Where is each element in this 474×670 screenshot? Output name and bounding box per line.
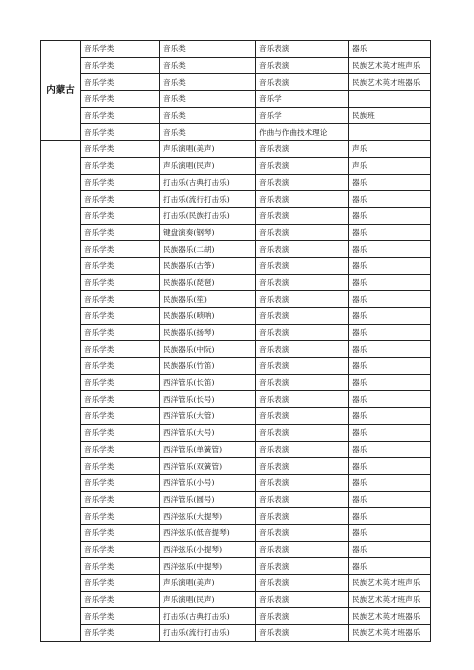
major-cell: 音乐表演 — [256, 541, 349, 558]
major-cell: 音乐表演 — [256, 74, 349, 91]
category-cell: 音乐学类 — [81, 107, 160, 124]
table-body — [41, 41, 431, 642]
subject-cell: 打击乐(古典打击乐) — [160, 174, 256, 191]
table-row — [41, 408, 431, 425]
direction-cell: 器乐 — [349, 241, 431, 258]
direction-cell — [349, 91, 431, 108]
major-cell: 音乐表演 — [256, 625, 349, 642]
category-cell: 音乐学类 — [81, 74, 160, 91]
direction-cell: 器乐 — [349, 491, 431, 508]
subject-cell: 西洋管乐(小号) — [160, 474, 256, 491]
major-cell: 音乐表演 — [256, 441, 349, 458]
table-row — [41, 358, 431, 375]
subject-cell: 民族器乐(古筝) — [160, 257, 256, 274]
category-cell: 音乐学类 — [81, 224, 160, 241]
category-cell: 音乐学类 — [81, 391, 160, 408]
category-cell: 音乐学类 — [81, 558, 160, 575]
direction-cell: 器乐 — [349, 474, 431, 491]
subject-cell: 西洋管乐(单簧管) — [160, 441, 256, 458]
direction-cell: 器乐 — [349, 341, 431, 358]
table-row — [41, 508, 431, 525]
direction-cell: 民族艺术英才班器乐 — [349, 74, 431, 91]
subject-cell: 西洋弦乐(中提琴) — [160, 558, 256, 575]
direction-cell: 器乐 — [349, 174, 431, 191]
subject-cell: 声乐演唱(美声) — [160, 575, 256, 592]
subject-cell: 打击乐(流行打击乐) — [160, 191, 256, 208]
table-row — [41, 491, 431, 508]
direction-cell: 器乐 — [349, 358, 431, 375]
major-cell: 音乐表演 — [256, 308, 349, 325]
major-cell: 音乐表演 — [256, 191, 349, 208]
subject-cell: 键盘演奏(钢琴) — [160, 224, 256, 241]
category-cell: 音乐学类 — [81, 141, 160, 158]
major-cell: 音乐表演 — [256, 408, 349, 425]
direction-cell: 民族艺术英才班声乐 — [349, 57, 431, 74]
major-cell: 音乐表演 — [256, 524, 349, 541]
direction-cell: 器乐 — [349, 291, 431, 308]
category-cell: 音乐学类 — [81, 491, 160, 508]
subject-cell: 打击乐(古典打击乐) — [160, 608, 256, 625]
table-row — [41, 341, 431, 358]
direction-cell: 器乐 — [349, 508, 431, 525]
subject-cell: 民族器乐(扬琴) — [160, 324, 256, 341]
category-cell: 音乐学类 — [81, 474, 160, 491]
subject-cell: 民族器乐(唢呐) — [160, 308, 256, 325]
major-cell: 音乐表演 — [256, 291, 349, 308]
category-cell: 音乐学类 — [81, 191, 160, 208]
direction-cell: 民族艺术英才班器乐 — [349, 625, 431, 642]
subject-cell: 打击乐(流行打击乐) — [160, 625, 256, 642]
subject-cell: 民族器乐(二胡) — [160, 241, 256, 258]
subject-cell: 音乐类 — [160, 107, 256, 124]
table-row — [41, 241, 431, 258]
table-row — [41, 591, 431, 608]
direction-cell: 器乐 — [349, 424, 431, 441]
table-row — [41, 191, 431, 208]
table-row — [41, 74, 431, 91]
table-row — [41, 424, 431, 441]
subject-cell: 西洋管乐(长笛) — [160, 374, 256, 391]
category-cell: 音乐学类 — [81, 241, 160, 258]
table-row — [41, 257, 431, 274]
table-row — [41, 57, 431, 74]
subject-cell: 民族器乐(笙) — [160, 291, 256, 308]
subject-cell: 音乐类 — [160, 91, 256, 108]
table-row — [41, 558, 431, 575]
major-cell: 作曲与作曲技术理论 — [256, 124, 349, 141]
table-row — [41, 458, 431, 475]
direction-cell: 器乐 — [349, 324, 431, 341]
major-cell: 音乐学 — [256, 107, 349, 124]
major-cell: 音乐表演 — [256, 207, 349, 224]
table-row — [41, 274, 431, 291]
category-cell: 音乐学类 — [81, 41, 160, 58]
category-cell: 音乐学类 — [81, 91, 160, 108]
category-cell: 音乐学类 — [81, 124, 160, 141]
major-cell: 音乐表演 — [256, 591, 349, 608]
subject-cell: 西洋弦乐(小提琴) — [160, 541, 256, 558]
table-row — [41, 474, 431, 491]
category-cell: 音乐学类 — [81, 374, 160, 391]
direction-cell: 器乐 — [349, 391, 431, 408]
major-cell: 音乐表演 — [256, 508, 349, 525]
table-row — [41, 308, 431, 325]
category-cell: 音乐学类 — [81, 608, 160, 625]
table-row — [41, 441, 431, 458]
major-cell: 音乐学 — [256, 91, 349, 108]
subject-cell: 西洋管乐(长号) — [160, 391, 256, 408]
category-cell: 音乐学类 — [81, 291, 160, 308]
major-cell: 音乐表演 — [256, 608, 349, 625]
direction-cell: 民族艺术英才班声乐 — [349, 591, 431, 608]
major-cell: 音乐表演 — [256, 241, 349, 258]
table-row — [41, 291, 431, 308]
category-cell: 音乐学类 — [81, 308, 160, 325]
major-cell: 音乐表演 — [256, 257, 349, 274]
subject-cell: 西洋弦乐(大提琴) — [160, 508, 256, 525]
major-cell: 音乐表演 — [256, 491, 349, 508]
direction-cell: 器乐 — [349, 224, 431, 241]
admissions-table — [40, 40, 431, 642]
category-cell: 音乐学类 — [81, 274, 160, 291]
direction-cell: 器乐 — [349, 458, 431, 475]
subject-cell: 西洋管乐(大号) — [160, 424, 256, 441]
table-row — [41, 141, 431, 158]
subject-cell: 声乐演唱(民声) — [160, 591, 256, 608]
direction-cell: 器乐 — [349, 207, 431, 224]
subject-cell: 民族器乐(中阮) — [160, 341, 256, 358]
direction-cell: 器乐 — [349, 308, 431, 325]
direction-cell: 器乐 — [349, 441, 431, 458]
major-cell: 音乐表演 — [256, 374, 349, 391]
subject-cell: 西洋管乐(圆号) — [160, 491, 256, 508]
direction-cell: 器乐 — [349, 274, 431, 291]
major-cell: 音乐表演 — [256, 424, 349, 441]
table-row — [41, 174, 431, 191]
direction-cell: 器乐 — [349, 541, 431, 558]
category-cell: 音乐学类 — [81, 458, 160, 475]
table-row — [41, 524, 431, 541]
major-cell: 音乐表演 — [256, 157, 349, 174]
direction-cell: 器乐 — [349, 257, 431, 274]
subject-cell: 音乐类 — [160, 57, 256, 74]
subject-cell: 音乐类 — [160, 74, 256, 91]
major-cell: 音乐表演 — [256, 341, 349, 358]
category-cell: 音乐学类 — [81, 591, 160, 608]
subject-cell: 声乐演唱(美声) — [160, 141, 256, 158]
direction-cell: 民族艺术英才班声乐 — [349, 575, 431, 592]
subject-cell: 民族器乐(琵琶) — [160, 274, 256, 291]
direction-cell: 器乐 — [349, 374, 431, 391]
category-cell: 音乐学类 — [81, 424, 160, 441]
category-cell: 音乐学类 — [81, 174, 160, 191]
major-cell: 音乐表演 — [256, 274, 349, 291]
direction-cell: 民族班 — [349, 107, 431, 124]
subject-cell: 西洋管乐(大管) — [160, 408, 256, 425]
direction-cell: 器乐 — [349, 41, 431, 58]
category-cell: 音乐学类 — [81, 524, 160, 541]
category-cell: 音乐学类 — [81, 408, 160, 425]
subject-cell: 西洋弦乐(低音提琴) — [160, 524, 256, 541]
table-row — [41, 608, 431, 625]
category-cell: 音乐学类 — [81, 541, 160, 558]
table-row — [41, 207, 431, 224]
category-cell: 音乐学类 — [81, 441, 160, 458]
major-cell: 音乐表演 — [256, 57, 349, 74]
direction-cell: 器乐 — [349, 524, 431, 541]
category-cell: 音乐学类 — [81, 625, 160, 642]
major-cell: 音乐表演 — [256, 41, 349, 58]
direction-cell: 器乐 — [349, 408, 431, 425]
major-cell: 音乐表演 — [256, 141, 349, 158]
table-row — [41, 41, 431, 58]
category-cell: 音乐学类 — [81, 207, 160, 224]
subject-cell: 打击乐(民族打击乐) — [160, 207, 256, 224]
major-cell: 音乐表演 — [256, 391, 349, 408]
category-cell: 音乐学类 — [81, 57, 160, 74]
direction-cell: 声乐 — [349, 157, 431, 174]
subject-cell: 声乐演唱(民声) — [160, 157, 256, 174]
category-cell: 音乐学类 — [81, 157, 160, 174]
subject-cell: 音乐类 — [160, 124, 256, 141]
table-row — [41, 391, 431, 408]
major-cell: 音乐表演 — [256, 224, 349, 241]
direction-cell: 声乐 — [349, 141, 431, 158]
category-cell: 音乐学类 — [81, 575, 160, 592]
table-row — [41, 625, 431, 642]
category-cell: 音乐学类 — [81, 324, 160, 341]
table-row — [41, 91, 431, 108]
table-row — [41, 157, 431, 174]
subject-cell: 民族器乐(竹笛) — [160, 358, 256, 375]
category-cell: 音乐学类 — [81, 508, 160, 525]
direction-cell: 器乐 — [349, 558, 431, 575]
major-cell: 音乐表演 — [256, 558, 349, 575]
direction-cell — [349, 124, 431, 141]
subject-cell: 西洋管乐(双簧管) — [160, 458, 256, 475]
province-cell — [41, 141, 81, 642]
table-row — [41, 374, 431, 391]
major-cell: 音乐表演 — [256, 358, 349, 375]
table-row — [41, 324, 431, 341]
major-cell: 音乐表演 — [256, 324, 349, 341]
province-cell: 内蒙古 — [41, 41, 81, 141]
direction-cell: 民族艺术英才班器乐 — [349, 608, 431, 625]
category-cell: 音乐学类 — [81, 358, 160, 375]
direction-cell: 器乐 — [349, 191, 431, 208]
major-cell: 音乐表演 — [256, 474, 349, 491]
table-row — [41, 541, 431, 558]
table-row — [41, 575, 431, 592]
table-row — [41, 107, 431, 124]
table-row — [41, 224, 431, 241]
major-cell: 音乐表演 — [256, 575, 349, 592]
table-row — [41, 124, 431, 141]
major-cell: 音乐表演 — [256, 174, 349, 191]
subject-cell: 音乐类 — [160, 41, 256, 58]
category-cell: 音乐学类 — [81, 341, 160, 358]
major-cell: 音乐表演 — [256, 458, 349, 475]
category-cell: 音乐学类 — [81, 257, 160, 274]
